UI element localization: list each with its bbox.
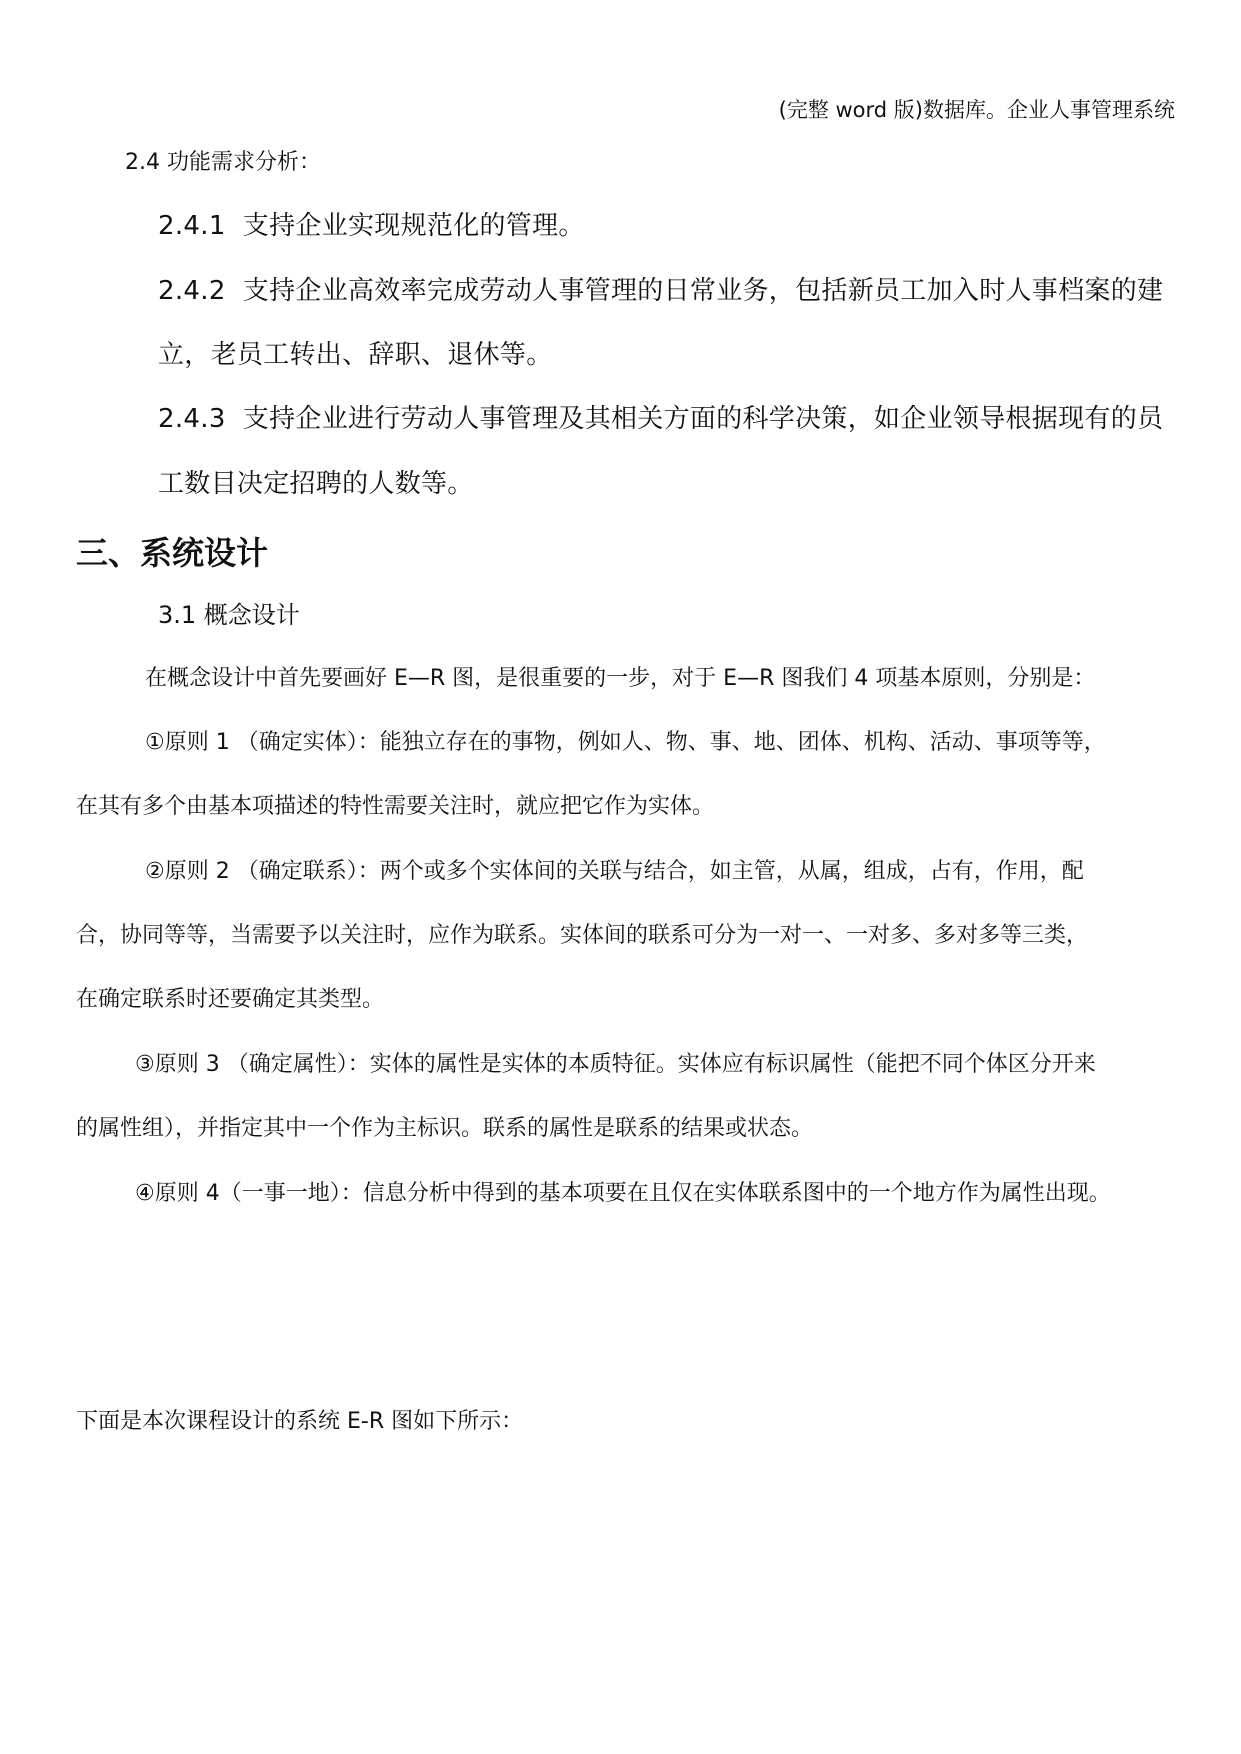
er-diagram-caption: 下面是本次课程设计的系统 E-R 图如下所示： — [76, 1409, 524, 1434]
requirement-text: 支持企业进行劳动人事管理及其相关方面的科学决策，如企业领导根据现有的员 — [242, 404, 1164, 434]
requirement-text: 支持企业实现规范化的管理。 — [242, 211, 585, 241]
principle-3-line-1: ③原则 3 （确定属性）：实体的属性是实体的本质特征。实体应有标识属性（能把不同个体区分开来 — [135, 1052, 1096, 1077]
chapter-3-heading: 三、系统设计 — [76, 534, 269, 572]
requirement-2-4-3 — [158, 402, 1163, 436]
principle-2-line-1: ②原则 2 （确定联系）：两个或多个实体间的关联与结合，如主管，从属，组成，占有，作用，配 — [145, 859, 1084, 884]
requirement-2-4-1 — [158, 209, 585, 243]
principle-1-line-2: 在其有多个由基本项描述的特性需要关注时，就应把它作为实体。 — [76, 794, 715, 819]
principle-2-line-3: 在确定联系时还要确定其类型。 — [76, 987, 385, 1012]
principle-4-line-1: ④原则 4（一事一地）：信息分析中得到的基本项要在且仅在实体联系图中的一个地方作为属性出现。 — [135, 1181, 1111, 1206]
er-intro-paragraph: 在概念设计中首先要画好 E—R 图，是很重要的一步，对于 E—R 图我们 4 项基本原则，分别是： — [145, 666, 1096, 691]
requirement-2-4-3-continued: 工数目决定招聘的人数等。 — [158, 469, 474, 499]
requirement-number: 2.4.1 — [158, 211, 226, 241]
requirement-number: 2.4.2 — [158, 276, 226, 306]
requirement-text: 支持企业高效率完成劳动人事管理的日常业务，包括新员工加入时人事档案的建 — [242, 276, 1164, 306]
principle-1-line-1: ①原则 1 （确定实体）：能独立存在的事物，例如人、物、事、地、团体、机构、活动、事项等等， — [145, 730, 1106, 755]
section-2-4-title: 2.4 功能需求分析： — [125, 150, 321, 175]
page-header-title: (完整 word 版)数据库。企业人事管理系统 — [778, 98, 1175, 122]
principle-3-line-2: 的属性组），并指定其中一个作为主标识。联系的属性是联系的结果或状态。 — [76, 1116, 814, 1141]
section-3-1-heading: 3.1 概念设计 — [158, 601, 300, 629]
requirement-2-4-2-continued: 立，老员工转出、辞职、退休等。 — [158, 340, 553, 370]
requirement-number: 2.4.3 — [158, 404, 226, 434]
requirement-2-4-2 — [158, 274, 1163, 308]
principle-2-line-2: 合，协同等等，当需要予以关注时，应作为联系。实体间的联系可分为一对一、一对多、多对多等三类， — [76, 923, 1089, 948]
